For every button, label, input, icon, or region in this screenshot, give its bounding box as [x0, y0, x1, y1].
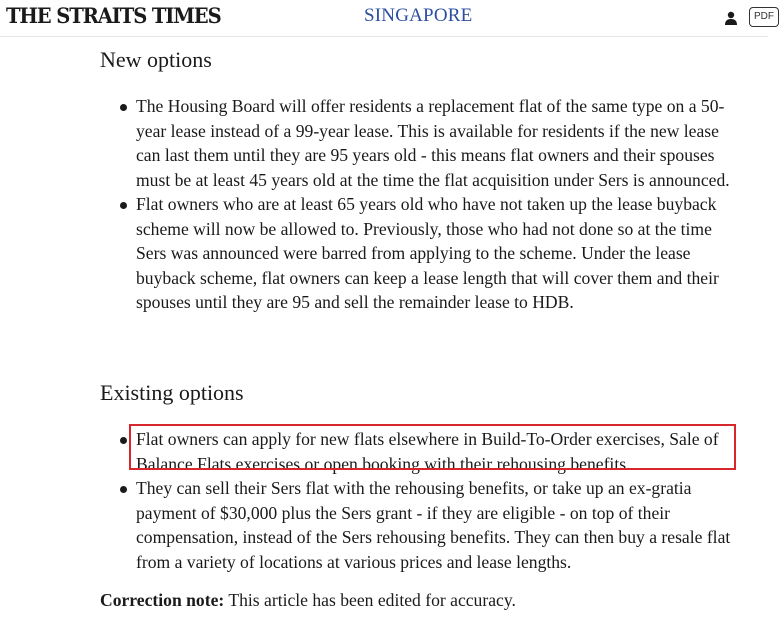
highlight-box [129, 424, 736, 470]
correction-text: This article has been edited for accuracy. [224, 590, 516, 610]
section-heading-new-options: New options [100, 47, 212, 72]
bullet-icon [120, 486, 127, 493]
list-item [100, 192, 740, 315]
user-icon[interactable] [724, 11, 738, 25]
bullet-icon [120, 437, 127, 444]
bullet-icon [120, 202, 127, 209]
site-header [0, 0, 774, 37]
list-item-text: Flat owners can apply for new flats elsewhere in Build-To-Order exercises, Sale of Balance Flats exercises or open booking with their rehousing benefits. [136, 429, 719, 474]
list-item [100, 94, 740, 192]
new-options-list [100, 94, 740, 315]
list-item-text: Flat owners who are at least 65 years old who have not taken up the lease buyback scheme will now be allowed to. Previously, those who had not done so at the time Sers was announced were barred from applying to the scheme. Under the lease buyback scheme, flat owners can keep a lease length that will cover them and their spouses until they are 95 and sell the remainder lease to HDB. [136, 194, 719, 312]
correction-label: Correction note: [100, 590, 225, 610]
correction-note [100, 590, 516, 611]
bullet-icon [120, 104, 127, 111]
pdf-icon[interactable]: PDF [749, 7, 779, 27]
site-logo[interactable]: THE STRAITS TIMES [6, 3, 221, 28]
section-link-singapore[interactable]: SINGAPORE [364, 5, 473, 26]
list-item-text: The Housing Board will offer residents a replacement flat of the same type on a 50-year lease instead of a 99-year lease. This is available for residents if the new lease can last them until they are 95 years old - this means flat owners and their spouses must be at least 45 years old at the time the flat acquisition under Sers is announced. [136, 96, 730, 190]
list-item-text: They can sell their Sers flat with the rehousing benefits, or take up an ex-gratia payment of $30,000 plus the Sers grant - if they are eligible - on top of their compensation, instead of the Sers rehousing benefits. They can then buy a resale flat from a variety of locations at various prices and lease lengths. [136, 478, 731, 572]
list-item [100, 476, 740, 574]
section-heading-existing-options: Existing options [100, 380, 244, 405]
